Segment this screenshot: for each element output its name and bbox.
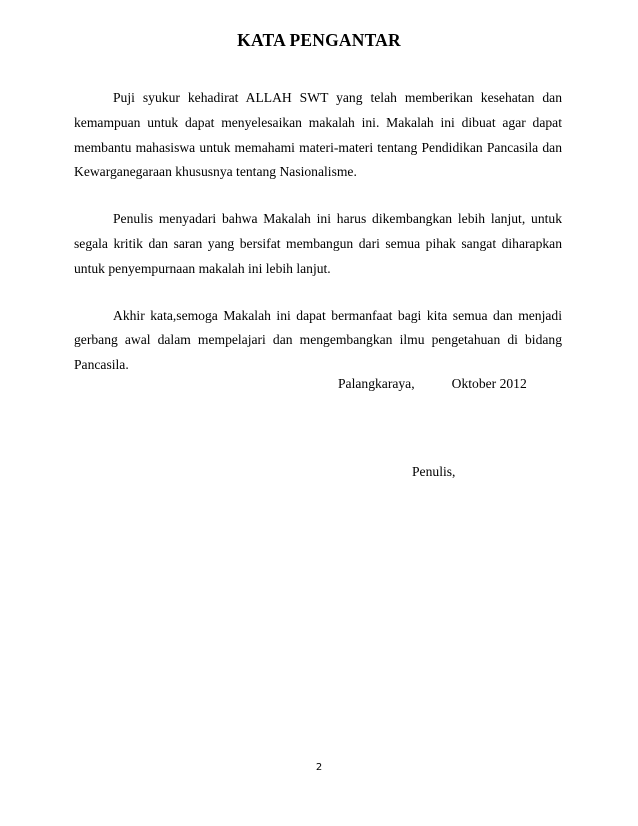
paragraph-2: Penulis menyadari bahwa Makalah ini harus dikembangkan lebih lanjut, untuk segala kritik dan saran yang bersifat membangun dari semua pihak sangat diharapkan untuk penyempurnaan makalah ini lebih lanjut. xyxy=(74,211,562,276)
document-body xyxy=(74,86,562,400)
paragraph-3: Akhir kata,semoga Makalah ini dapat bermanfaat bagi kita semua dan menjadi gerbang awal dalam mempelajari dan mengembangkan ilmu pengetahuan di bidang Pancasila. xyxy=(74,307,562,373)
paragraph-1: Puji syukur kehadirat ALLAH SWT yang telah memberikan kesehatan dan kemampuan untuk dapat menyelesaikan makalah ini. Makalah ini dibuat agar dapat membantu mahasiswa untuk memahami materi-materi tentang Pendidikan Pancasila dan Kewarganegaraan khususnya tentang Nasionalisme. xyxy=(74,90,562,180)
place-text: Palangkaraya, xyxy=(338,376,415,391)
place-date-line xyxy=(338,376,527,392)
page-title: KATA PENGANTAR xyxy=(237,30,401,50)
date-text: Oktober 2012 xyxy=(451,376,527,391)
author-signature: Penulis, xyxy=(412,464,456,479)
page-number: 2 xyxy=(315,762,323,773)
